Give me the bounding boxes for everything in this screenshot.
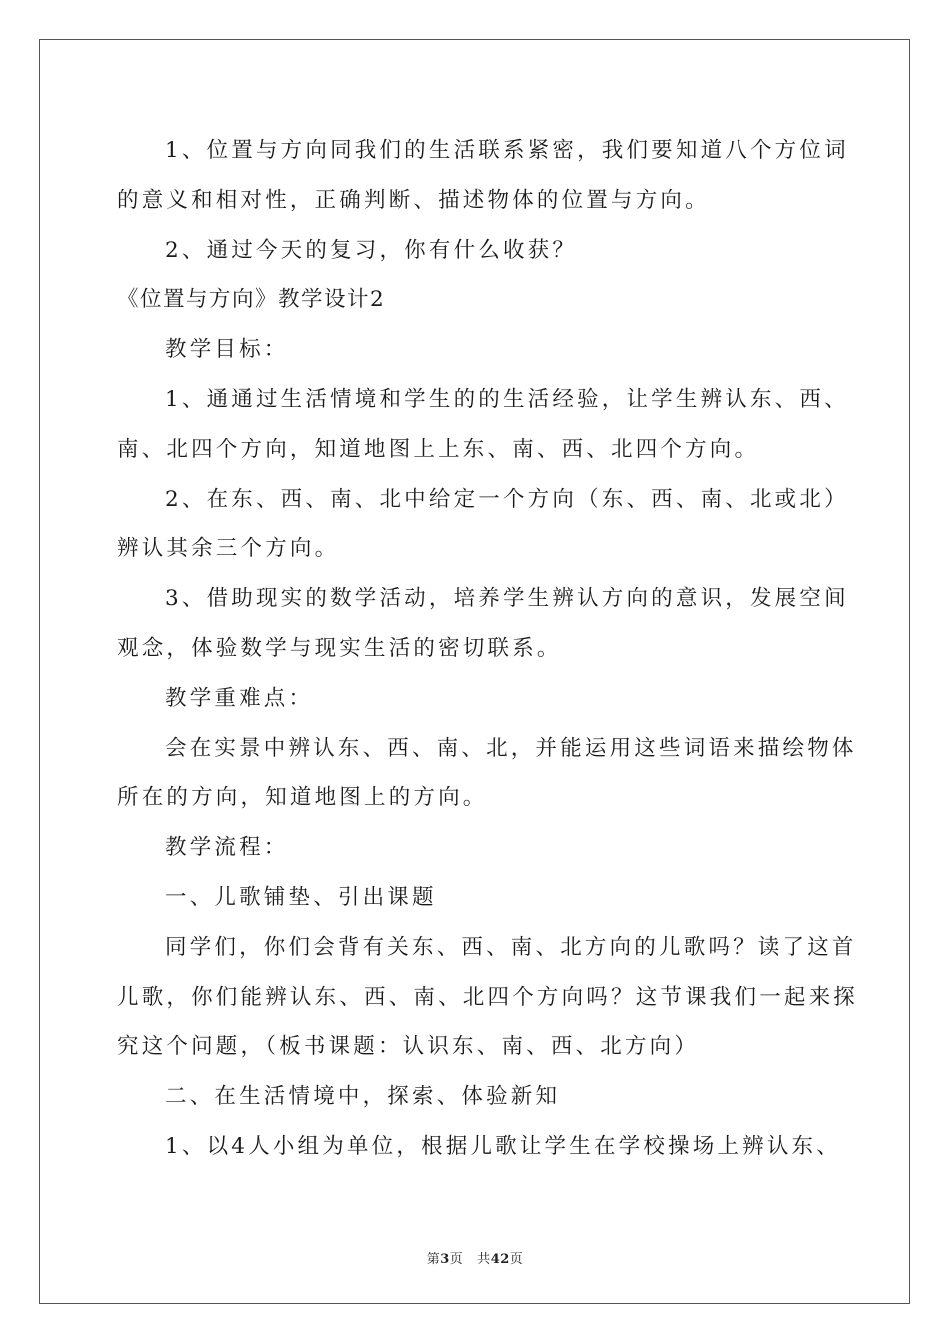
footer-total-suffix: 页 (509, 1252, 524, 1267)
subheading-step-one: 一、儿歌铺垫、引出课题 (165, 884, 437, 910)
subheading-step-two: 二、在生活情境中，探索、体验新知 (165, 1084, 561, 1110)
heading-teaching-flow: 教学流程： (165, 835, 289, 861)
footer-page-suffix: 页 (449, 1252, 464, 1267)
paragraph-line: 的意义和相对性，正确判断、描述物体的位置与方向。 (117, 187, 710, 213)
heading-key-points: 教学重难点： (165, 685, 314, 711)
current-page-number: 3 (440, 1252, 450, 1267)
document-body (117, 126, 859, 1172)
paragraph-line: 观念，体验数学与现实生活的密切联系。 (117, 635, 562, 661)
paragraph-line: 1、以4人小组为单位，根据儿歌让学生在学校操场上辨认东、 (165, 1133, 841, 1159)
page-footer (0, 1248, 950, 1267)
paragraph-line: 南、北四个方向，知道地图上上东、南、西、北四个方向。 (117, 436, 760, 462)
section-title: 《位置与方向》教学设计2 (117, 287, 386, 313)
paragraph-line: 辨认其余三个方向。 (117, 536, 340, 562)
footer-prefix: 第 (426, 1252, 441, 1267)
paragraph-line: 同学们，你们会背有关东、西、南、北方向的儿歌吗？读了这首 (165, 934, 857, 960)
paragraph-line: 1、位置与方向同我们的生活联系紧密，我们要知道八个方位词 (165, 138, 849, 163)
paragraph-line: 1、通通过生活情境和学生的的生活经验，让学生辨认东、西、 (165, 386, 849, 412)
footer-total-prefix: 共 (477, 1252, 491, 1267)
paragraph-line: 2、通过今天的复习，你有什么收获？ (165, 237, 578, 263)
paragraph-line: 会在实景中辨认东、西、南、北，并能运用这些词语来描绘物体 (165, 735, 857, 761)
paragraph-line: 3、借助现实的数学活动，培养学生辨认方向的意识，发展空间 (165, 586, 849, 612)
paragraph-line: 究这个问题，（板书课题：认识东、南、西、北方向） (117, 1034, 700, 1060)
total-pages: 42 (490, 1252, 510, 1267)
paragraph-line: 所在的方向，知道地图上的方向。 (117, 785, 488, 811)
heading-teaching-goals: 教学目标： (165, 337, 289, 363)
paragraph-line: 儿歌，你们能辨认东、西、南、北四个方向吗？这节课我们一起来探 (117, 984, 859, 1010)
paragraph-line: 2、在东、西、南、北中给定一个方向（东、西、南、北或北） (165, 486, 849, 512)
